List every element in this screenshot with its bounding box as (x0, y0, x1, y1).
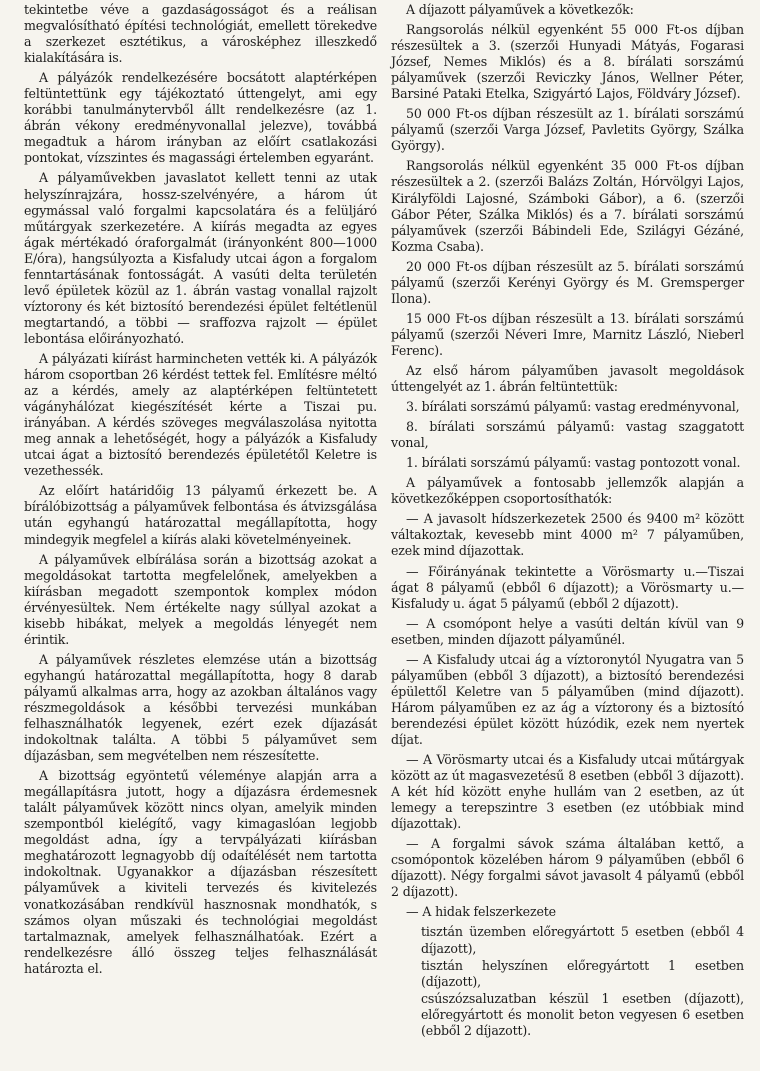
paragraph: A bizottság egyöntetű véleménye alapján arra a megállapításra jutott, hogy a díjazásra érdemesnek talált pályaművek között nincs olyan, amelyik minden szempontból kielégítő, vagy kimagaslóan legjobb megoldást adna, így a tervpályázati kiírásban meghatározott legnagyobb díj odaítélését nem tartotta indokoltnak. Ugyanakkor a díjazásban részesített pályaművek a kiviteli tervezés és kivitelezés vonatkozásában rendkívül hasznosnak mondhatók, s számos olyan műszaki és technológiai megoldást tartalmaznak, amelyek felhasználhatóak. Ezért a rendelkezésre álló összeg teljes felhasználását határozta el. (24, 768, 377, 976)
paragraph: — A Vörösmarty utcai és a Kisfaludy utcai műtárgyak között az út magasvezetésű 8 esetben (ebből 3 díjazott). A két híd között enyhe hullám van 2 esetben, az út lemegy a terepszintre 3 esetben (ez utóbbiak mind díjazottak). (391, 752, 744, 832)
paragraph: — A Kisfaludy utcai ág a víztoronytól Nyugatra van 5 pályaműben (ebből 3 díjazott), a biztosító berendezési épülettől Keletre van 5 pályaműben (mind díjazott). Három pályaműben ez az ág a víztorony és a biztosító berendezési épület között húzódik, ezek nem nyertek díjat. (391, 651, 744, 747)
paragraph: Az első három pályaműben javasolt megoldások úttengelyét az 1. ábrán feltüntettük: (391, 362, 744, 395)
paragraph: Rangsorolás nélkül egyenként 35 000 Ft-os díjban részesültek a 2. (szerzői Balázs Zoltán, Hórvölgyi Lajos, Királyföldi Lajosné, Számboki Gábor), a 6. (szerzői Gábor Péter, Szálka Miklós) és a 7. bírálati sorszámú pályaművek (szerzői Bábindeli Ede, Szilágyi Gézáné, Kozma Csaba). (391, 158, 744, 254)
paragraph: Rangsorolás nélkül egyenként 55 000 Ft-os díjban részesültek a 3. (szerzői Hunyadi Mátyás, Fogarasi József, Nemes Miklós) és a 8. bírálati sorszámú pályaművek (szerzői Reviczky János, Wellner Péter, Barsiné Pataki Etelka, Szigyártó Lajos, Földváry József). (391, 22, 744, 102)
sublist-item: csúszózsaluzatban készül 1 esetben (díjazott), előregyártott és monolit beton vegyesen 6 esetben (ebből 2 díjazott). (421, 990, 744, 1038)
paragraph: 3. bírálati sorszámú pályamű: vastag eredményvonal, (406, 399, 740, 415)
paragraph: — A forgalmi sávok száma általában kettő, a csomópontok közelében három 9 pályaműben (ebből 6 díjazott). Négy forgalmi sávot javasolt 4 pályamű (ebből 2 díjazott). (391, 836, 744, 900)
paragraph: 20 000 Ft-os díjban részesült az 5. bírálati sorszámú pályamű (szerzői Kerényi György és M. Gremsperger Ilona). (391, 258, 744, 306)
paragraph: A díjazott pályaművek a következők: (406, 2, 634, 17)
paragraph: A pályaművek részletes elemzése után a bizottság egyhangú határozattal megállapította, hogy 8 darab pályamű alkalmas arra, hogy az azokban általános vagy részmegoldások a későbbi tervezési munkában felhasználhatók legyenek, ezért ezek díjazását indokoltnak találta. A többi 5 pályaművet sem díjazásban, sem megvételben nem részesítette. (24, 651, 377, 764)
sublist-item: tisztán helyszínen előregyártott 1 esetben (díjazott), (421, 957, 744, 989)
paragraph: A pályázók rendelkezésére bocsátott alaptérképen feltüntettünk egy tájékoztató úttengelyt, ami egy korábbi tanulmánytervből állt rendelkezésre (az 1. ábrán vékony eredményvonallal jelezve), továbbá megadtuk a három irányban az előírt csatlakozási pontokat, vízszintes és magassági értelemben egyaránt. (24, 70, 377, 166)
paragraph: — Főirányának tekintette a Vörösmarty u.—Tiszai ágat 8 pályamű (ebből 6 díjazott); a Vörösmarty u.—Kisfaludy u. ágat 5 pályamű (ebből 2 díjazott). (391, 563, 744, 611)
paragraph: 1. bírálati sorszámú pályamű: vastag pontozott vonal. (406, 455, 741, 471)
sublist-item: tisztán üzemben előregyártott 5 esetben (ebből 4 díjazott), (421, 924, 744, 956)
paragraph: Az előírt határidőig 13 pályamű érkezett be. A bírálóbizottság a pályaművek felbontása és átvizsgálása után egyhangú határozattal megállapította, hogy mindegyik megfelel a kiírás alaki követelményeinek. (24, 483, 377, 547)
paragraph: A pályaművek a fontosabb jellemzők alapján a következőképpen csoportosíthatók: (391, 475, 744, 507)
paragraph: A pályázati kiírást harmincheten vették ki. A pályázók három csoportban 26 kérdést tettek fel. Említésre méltó az a kérdés, amely az alaptérképen feltüntetett vágányhálózat kiegészítését kérte a Tiszai pu. irányában. A kérdés szöveges megválaszolása nyitotta meg annak a lehetőségét, hogy a pályázók a Kisfaludy utcai ágat a biztosító berendezés épületétől Keletre is vezethessék. (24, 350, 377, 479)
paragraph: 50 000 Ft-os díjban részesült az 1. bírálati sorszámú pályamű (szerzői Varga József, Pavletits György, Szálka György). (391, 106, 744, 154)
paragraph: A pályaművek elbírálása során a bizottság azokat a megoldásokat tartotta megfelelőnek, amelyekben a kiírásban megadott szempontok komplex módon érvényesültek. Nem értékelte nagy súllyal azokat a kisebb hibákat, melyek a megoldás lényegét nem érintik. (24, 551, 377, 647)
right-text-column (391, 2, 744, 1071)
paragraph: A pályaművekben javaslatot kellett tenni az utak helyszínrajzára, hossz-szelvényére, a három út egymással való forgalmi kapcsolatára és a felüljáró műtárgyak szerkezetére. A kiírás megadta az egyes ágak mértékadó óraforgalmát (irányonként 800—1000 E/óra), hangsúlyozta a Kisfaludy utcai ágon a forgalom fenntartásának fontosságát. A vasúti delta területén levő épületek közül az 1. ábrán vastag vonallal rajzolt víztorony és két biztosító berendezési épület feltétlenül megtartandó, a többi — sraffozva rajzolt — épület lebontása előirányozható. (24, 170, 377, 346)
paragraph: — A javasolt hídszerkezetek 2500 és 9400 m² között váltakoztak, kevesebb mint 4000 m² 7 pályaműben, ezek mind díjazottak. (391, 511, 744, 559)
paragraph: 8. bírálati sorszámú pályamű: vastag szaggatott vonal, (391, 419, 744, 451)
paragraph: 15 000 Ft-os díjban részesült a 13. bírálati sorszámú pályamű (szerzői Néveri Imre, Marnitz László, Nieberl Ferenc). (391, 310, 744, 358)
paragraph: tekintetbe véve a gazdaságosságot és a reálisan megvalósítható építési technológiát, emellett törekedve a szerkezet esztétikus, a városképhez illeszkedő kialakítására is. (24, 2, 377, 66)
paragraph: — A hidak felszerkezete (406, 904, 556, 920)
paragraph: — A csomópont helye a vasúti deltán kívül van 9 esetben, minden díjazott pályaműnél. (391, 615, 744, 647)
left-text-column (24, 2, 377, 1071)
